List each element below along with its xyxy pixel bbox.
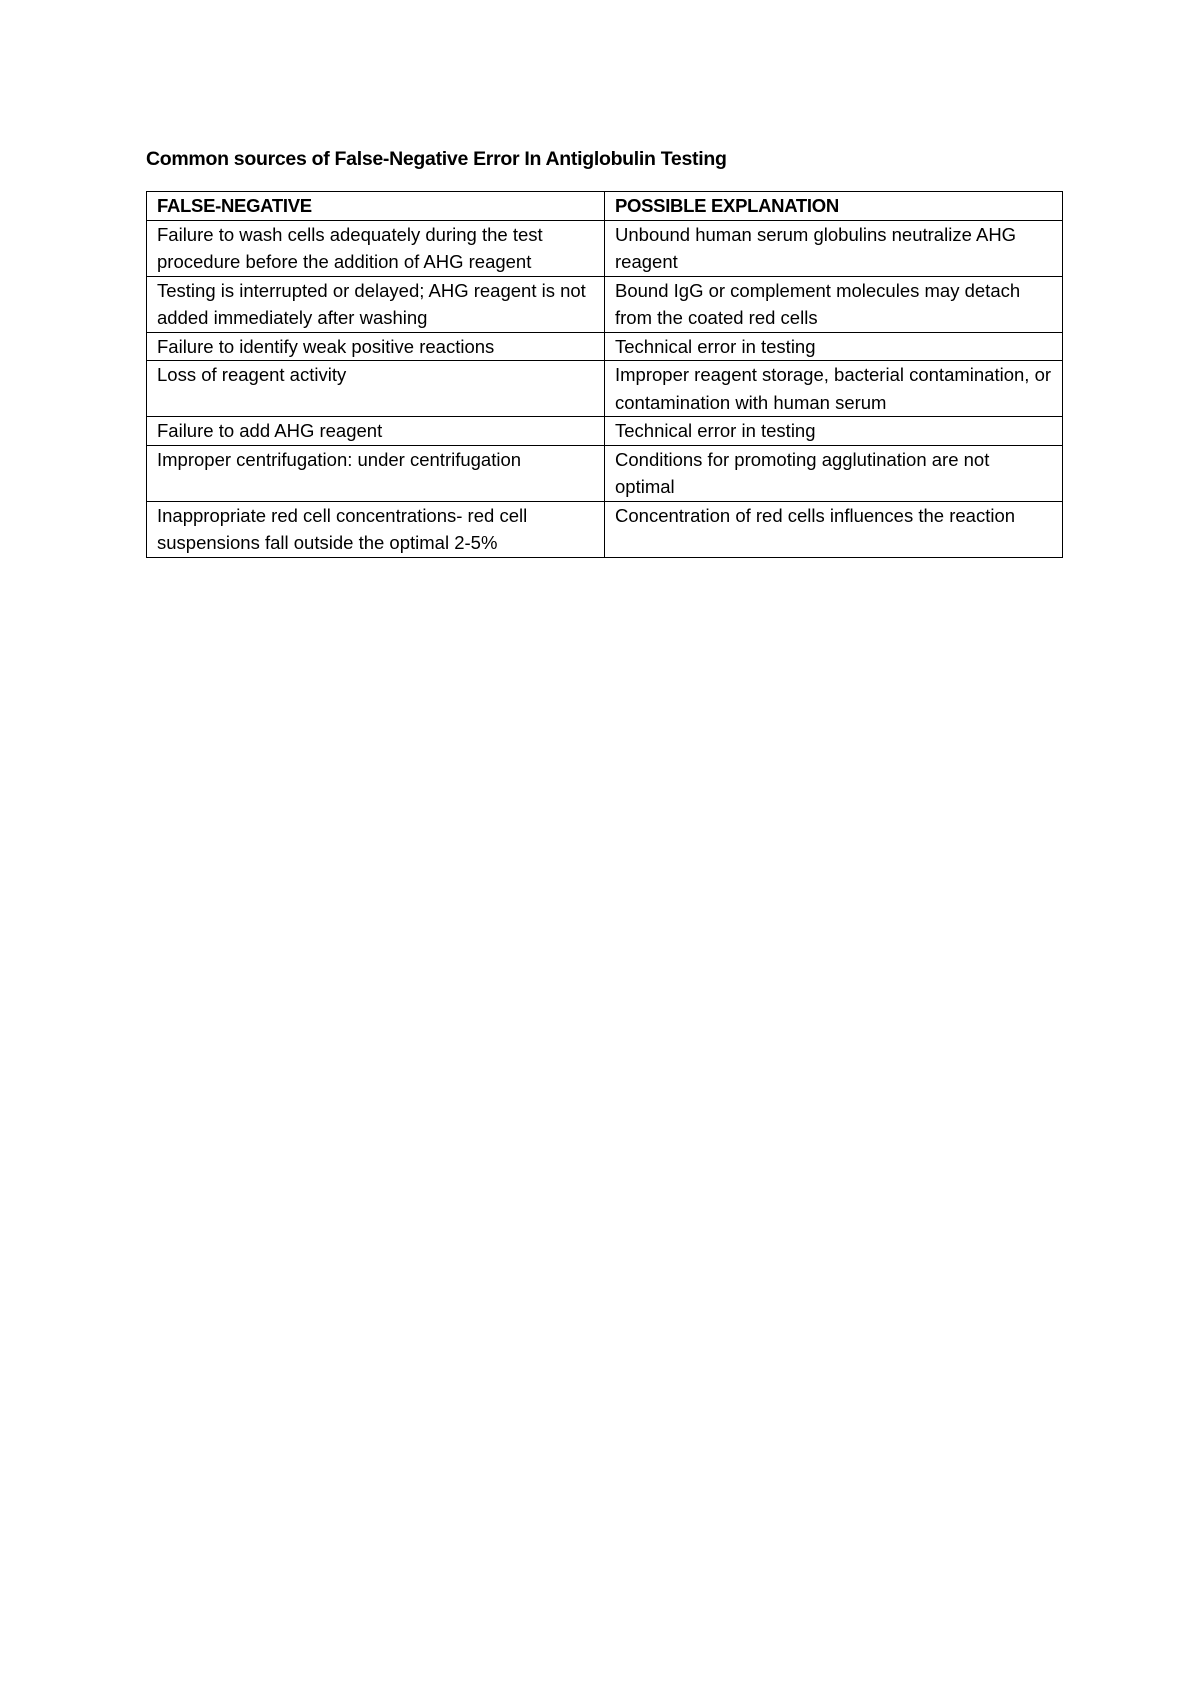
false-negative-cell: Failure to identify weak positive reactions [147,332,605,361]
table-row [147,220,1063,276]
header-false-negative: FALSE-NEGATIVE [147,192,605,221]
table-header-row [147,192,1063,221]
explanation-cell: Improper reagent storage, bacterial contamination, or contamination with human serum [605,361,1063,417]
table-row [147,501,1063,557]
table-row [147,276,1063,332]
header-possible-explanation: POSSIBLE EXPLANATION [605,192,1063,221]
table-row [147,361,1063,417]
explanation-cell: Technical error in testing [605,332,1063,361]
explanation-cell: Unbound human serum globulins neutralize AHG reagent [605,220,1063,276]
explanation-cell: Concentration of red cells influences the reaction [605,501,1063,557]
explanation-cell: Conditions for promoting agglutination are not optimal [605,445,1063,501]
false-negative-cell: Failure to add AHG reagent [147,417,605,446]
false-negative-cell: Failure to wash cells adequately during the test procedure before the addition of AHG reagent [147,220,605,276]
table-row [147,332,1063,361]
false-negative-cell: Testing is interrupted or delayed; AHG reagent is not added immediately after washing [147,276,605,332]
explanation-cell: Bound IgG or complement molecules may detach from the coated red cells [605,276,1063,332]
false-negative-cell: Loss of reagent activity [147,361,605,417]
false-negative-table [146,191,1063,558]
table-row [147,417,1063,446]
table-row [147,445,1063,501]
explanation-cell: Technical error in testing [605,417,1063,446]
false-negative-cell: Inappropriate red cell concentrations- red cell suspensions fall outside the optimal 2-5% [147,501,605,557]
document-title: Common sources of False-Negative Error In Antiglobulin Testing [146,148,727,170]
false-negative-cell: Improper centrifugation: under centrifugation [147,445,605,501]
